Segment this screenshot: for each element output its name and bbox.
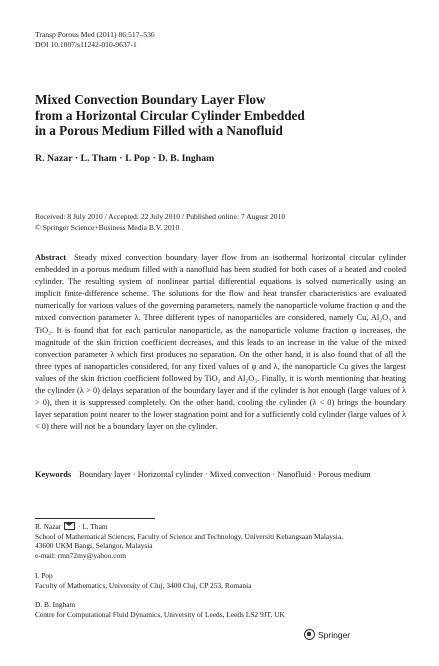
email-icon[interactable] (64, 522, 75, 530)
springer-horse-icon (304, 629, 315, 640)
journal-header (35, 30, 155, 50)
affiliation-institution: Faculty of Mathematics, University of Cluj, 3400 Cluj, CP 253, Romania (35, 580, 252, 590)
corresponding-author-name: R. Nazar (35, 522, 62, 531)
received-accepted-line: Received: 8 July 2010 / Accepted: 22 July 2010 / Published online: 7 August 2010 (35, 212, 286, 221)
keywords-text: Boundary layer · Horizontal cylinder · Mixed convection · Nanofluid · Porous medium (79, 470, 371, 479)
title-line-3: in a Porous Medium Filled with a Nanofluid (35, 123, 283, 139)
article-title (35, 92, 406, 139)
affiliation-pop (35, 571, 252, 590)
title-line-2: from a Horizontal Circular Cylinder Embedded (35, 107, 305, 123)
affiliation-ingham (35, 600, 285, 619)
title-line-1: Mixed Convection Boundary Layer Flow (35, 92, 266, 107)
footnote-rule (35, 518, 155, 519)
article-first-page (35, 0, 406, 666)
affiliation-email[interactable]: e-mail: rmn72my@yahoo.com (35, 550, 126, 560)
publisher-name: Springer (318, 630, 351, 640)
affiliation-institution: Centre for Computational Fluid Dynamics, University of Leeds, Leeds LS2 9JT, UK (35, 609, 285, 619)
abstract-label: Abstract (35, 253, 67, 262)
publication-dates (35, 212, 285, 233)
abstract-text: Steady mixed convection boundary layer flow from an isothermal horizontal circular cylinder embedded in a porous medium filled with a nanofluid has been studied for both cases of a heated and cooled cylinder. The resulting system of nonlinear partial differential equations is solved numerically using an implicit finite-difference scheme. The solutions for the flow and heat transfer characteristics are evaluated numerically for various values of the governing parameters, namely the nanoparticle volume fraction φ and the mixed convection parameter λ. Three different types of nanoparticles are considered, namely Cu, Al₂O₃ and TiO₂. It is found that for each particular nanoparticle, as the nanoparticle volume fraction φ increases, the magnitude of the skin friction coefficient decreases, and this leads to an increase in the value of the mixed convection parameter λ which first produces no separation. On the other hand, it is also found that of all the three types of nanoparticles considered, for any fixed values of φ and λ, the nanoparticle Cu gives the largest values of the skin friction coefficient followed by TiO₂ and Al₂O₃. Finally, it is worth mentioning that heating the cylinder (λ > 0) delays separation of the boundary layer and if the cylinder is hot enough (large values of λ > 0), then it is suppressed completely. On the other hand, cooling the cylinder (λ < 0) brings the boundary layer separation point nearer to the lower stagnation point and for a sufficiently cold cylinder (large values of λ < 0) there will not be a boundary layer on the cylinder. (35, 253, 406, 432)
affiliation-names (35, 522, 343, 532)
affiliation-name: D. B. Ingham (35, 600, 76, 609)
copyright-line: © Springer Science+Business Media B.V. 2010 (35, 222, 180, 232)
affiliation-institution: School of Mathematical Sciences, Faculty of Science and Technology, Universiti Kebangsaan Malaysia, (35, 531, 343, 541)
affiliation-address: 43600 UKM Bangi, Selangor, Malaysia (35, 541, 153, 551)
affiliation-nazar-tham (35, 522, 343, 560)
coauthor-name: · L. Tham (77, 522, 108, 531)
keywords (35, 469, 406, 481)
keywords-label: Keywords (35, 470, 72, 479)
affiliation-name: I. Pop (35, 571, 53, 580)
publisher-logo (304, 629, 350, 640)
doi: DOI 10.1007/s11242-010-9637-1 (35, 40, 137, 49)
journal-citation: Transp Porous Med (2011) 86:517–536 (35, 30, 155, 39)
author-list: R. Nazar · L. Tham · I. Pop · D. B. Ingham (35, 153, 215, 164)
abstract (35, 252, 406, 433)
